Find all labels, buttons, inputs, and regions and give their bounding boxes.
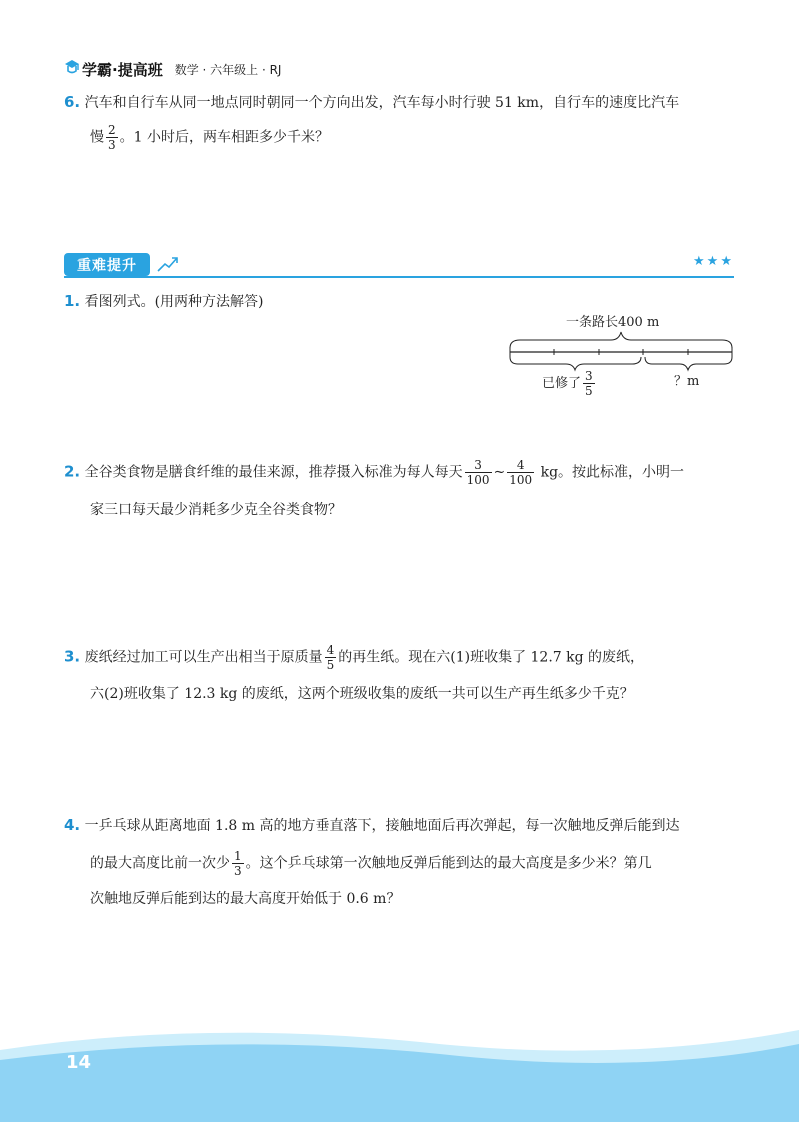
question-2-number: 2. [64,462,81,481]
road-diagram [506,312,736,404]
question-1-number: 1. [64,292,81,310]
question-6-line-1 [64,92,679,113]
question-4-text-2b: 。这个乒乓球第一次触地反弹后能到达的最大高度是多少米？第几 [245,855,652,872]
range-tilde: ~ [493,464,506,481]
question-6-text-1: 汽车和自行车从同一地点同时朝同一个方向出发，汽车每小时行驶 51 km，自行车的速度比汽车 [84,95,680,111]
road-total-label: 一条路长400 m [566,315,660,330]
fraction-numerator: 2 [108,123,116,137]
fraction-one-third [232,850,244,877]
page-header [64,56,281,82]
fraction-4-100 [507,459,534,486]
fraction-denominator: 3 [108,138,116,152]
question-2-line-1 [64,459,684,486]
question-4-line-1 [64,815,679,836]
question-3-line-1 [64,644,644,671]
fraction-four-fifths [325,644,337,671]
graduation-cap-icon [64,58,80,80]
fraction-denominator: 100 [466,473,490,487]
fraction-3-100 [465,459,492,486]
question-4-line-3: 次触地反弹后能到达的最大高度开始低于 0.6 m？ [90,891,401,907]
fraction-denominator: 5 [585,384,593,398]
repaired-text: 已修了 [542,376,582,391]
question-2-text-1b: kg。按此标准，小明一 [536,464,685,481]
question-6-line-2 [90,124,329,151]
brand-title: 学霸·提高班 [82,60,163,79]
difficulty-stars: ★★★ [693,254,734,269]
fraction-denominator: 3 [234,864,242,878]
section-header [64,252,734,278]
question-6-text-2a: 慢 [90,129,104,146]
question-3-line-2: 六(2)班收集了 12.3 kg 的废纸，这两个班级收集的废纸一共可以生产再生纸多少千克？ [90,686,634,702]
fraction-two-thirds [106,124,118,151]
question-3-number: 3. [64,647,81,666]
question-6-number: 6. [64,93,81,111]
fraction-numerator: 3 [585,369,593,383]
road-repaired-label [542,370,597,397]
question-2-text-1a: 全谷类食物是膳食纤维的最佳来源，推荐摄入标准为每人每天 [84,464,463,481]
question-4-line-2 [90,850,652,877]
fraction-numerator: 4 [516,458,525,472]
trend-up-icon [156,254,180,274]
fraction-numerator: 4 [326,643,335,657]
road-unknown-label: ？m [674,374,700,389]
fraction-numerator: 1 [234,849,242,863]
question-2-line-2: 家三口每天最少消耗多少克全谷类食物？ [90,502,342,518]
section-divider [64,276,734,278]
fraction-denominator: 5 [326,658,335,672]
question-3-text-1b: 的再生纸。现在六(1)班收集了 12.7 kg 的废纸， [338,649,645,666]
footer-wave [0,1020,799,1122]
question-3-text-1a: 废纸经过加工可以生产出相当于原质量 [84,649,323,666]
question-4-text-1: 一乒乓球从距离地面 1.8 m 高的地方垂直落下，接触地面后再次弹起，每一次触地反弹后能到达 [84,818,680,834]
question-4-number: 4. [64,816,81,834]
section-title: 重难提升 [64,253,150,276]
question-1-text: 看图列式。(用两种方法解答) [84,294,264,310]
question-6-text-2b: 。1 小时后，两车相距多少千米？ [119,129,329,146]
subject-label: 数学 · 六年级上 · RJ [174,62,282,77]
question-4-text-2a: 的最大高度比前一次少 [90,855,230,872]
fraction-denominator: 100 [509,473,533,487]
question-1-line [64,291,264,312]
page-number: 14 [66,1052,92,1073]
fraction-numerator: 3 [474,458,482,472]
fraction-three-fifths [583,370,595,397]
